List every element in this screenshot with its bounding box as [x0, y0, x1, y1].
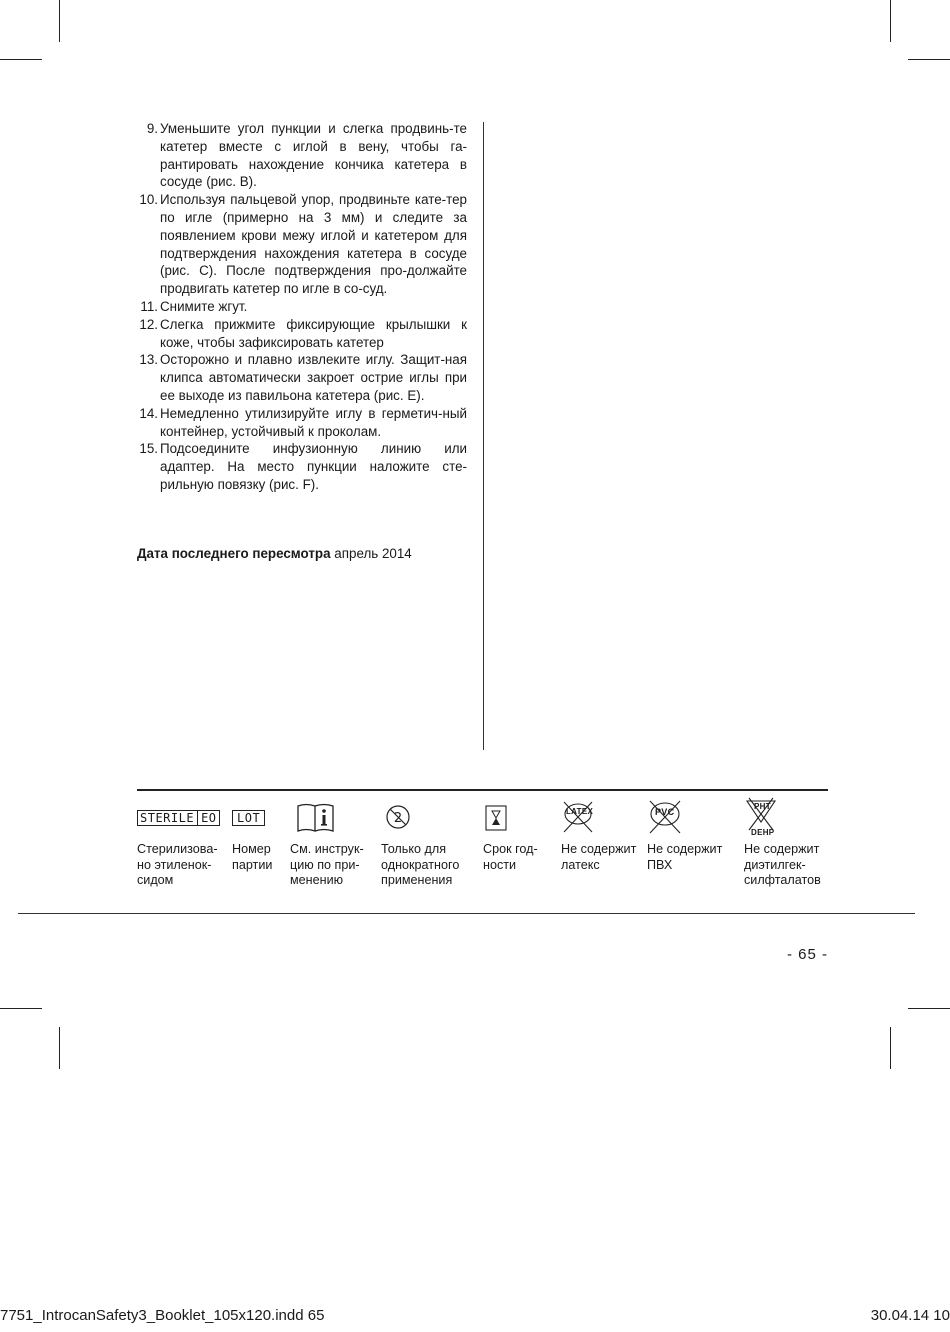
revision-date	[137, 545, 412, 563]
symbol-single-use	[381, 800, 473, 889]
crop-mark	[59, 0, 60, 42]
pvc-free-icon: PVC	[647, 800, 739, 836]
step-text: Используя пальцевой упор, продвиньте кате-тер по игле (примерно на 3 мм) и следите за появлением крови межу иглой и катетером для подтверждения нахождения катетера в сосуде (рис. C). После подтверждения про-должайте продвигать катетер по игле в со-суд.	[160, 192, 467, 297]
column-divider	[483, 122, 484, 750]
svg-text:2: 2	[393, 811, 403, 826]
step-text: Немедленно утилизируйте иглу в герметич-ный контейнер, устойчивый к проколам.	[160, 405, 467, 439]
symbol-label: Не содержит диэтилгек-силфталатов	[744, 842, 821, 887]
step-number: 13.	[139, 352, 158, 368]
step-text: Уменьшите угол пункции и слегка продвинь-те катетер вместе с иглой в вену, чтобы га-рантировать нахождение кончика катетера в сосуде (рис. B).	[160, 121, 467, 190]
symbol-expiry	[483, 800, 555, 873]
instruction-item	[137, 351, 467, 404]
instruction-item	[137, 298, 467, 316]
sterile-eo-icon: STERILE EO	[137, 810, 220, 826]
crop-mark	[908, 1008, 950, 1009]
step-text: Осторожно и плавно извлеките иглу. Защит-ная клипса автоматически закроет острие иглы при ее выходе из павильона катетера (рис. E).	[160, 352, 467, 403]
crop-mark	[908, 59, 950, 60]
page-number: - 65 -	[786, 946, 828, 963]
print-slug-filename: 7751_IntrocanSafety3_Booklet_105x120.indd 65	[0, 1307, 325, 1324]
print-slug-date: 30.04.14 10	[870, 1307, 950, 1324]
crop-mark	[59, 1027, 60, 1069]
step-number: 9.	[146, 121, 158, 136]
bottom-rule	[18, 913, 915, 914]
symbol-label: См. инструк-цию по при-менению	[290, 842, 364, 887]
symbol-latex-free	[561, 800, 643, 873]
step-number: 12.	[139, 316, 158, 332]
instruction-item	[137, 191, 467, 298]
revision-value: апрель 2014	[334, 546, 412, 561]
expiry-hourglass-icon	[483, 800, 513, 834]
instruction-item	[137, 405, 467, 441]
symbol-pvc-free	[647, 800, 739, 873]
symbol-label: Стерилизова-но этиленок-сидом	[137, 842, 218, 887]
instruction-item	[137, 440, 467, 493]
symbol-sterile-eo	[137, 800, 225, 889]
step-text: Подсоедините инфузионную линию или адаптер. На место пункции наложите сте-рильную повязку (рис. F).	[160, 441, 467, 492]
dehp-free-icon: PHT DEHP	[744, 800, 828, 836]
symbol-label: Только для однократного применения	[381, 842, 460, 887]
lot-icon: LOT	[232, 810, 265, 826]
latex-free-icon: LATEX	[561, 800, 643, 836]
step-number: 14.	[139, 405, 158, 421]
symbol-label: Срок год-ности	[483, 842, 538, 872]
instruction-item	[137, 120, 467, 191]
step-number: 11.	[140, 298, 158, 314]
instruction-list	[137, 120, 467, 494]
symbol-consult-instructions	[290, 800, 375, 889]
symbol-label: Номер партии	[232, 842, 273, 872]
step-number: 10.	[139, 192, 158, 208]
symbol-dehp-free	[744, 800, 828, 889]
revision-label: Дата последнего пересмотра	[137, 546, 331, 561]
single-use-icon	[381, 800, 421, 834]
symbol-lot	[232, 800, 284, 873]
crop-mark	[0, 59, 42, 60]
symbols-top-rule	[137, 789, 828, 791]
step-text: Слегка прижмите фиксирующие крылышки к коже, чтобы зафиксировать катетер	[160, 316, 467, 350]
consult-instructions-icon	[296, 802, 336, 834]
symbol-label: Не содержит ПВХ	[647, 842, 723, 872]
crop-mark	[890, 0, 891, 42]
step-text: Снимите жгут.	[160, 298, 248, 314]
crop-mark	[890, 1027, 891, 1069]
crop-mark	[0, 1008, 42, 1009]
symbol-label: Не содержит латекс	[561, 842, 637, 872]
instruction-item	[137, 316, 467, 352]
step-number: 15.	[139, 441, 158, 457]
